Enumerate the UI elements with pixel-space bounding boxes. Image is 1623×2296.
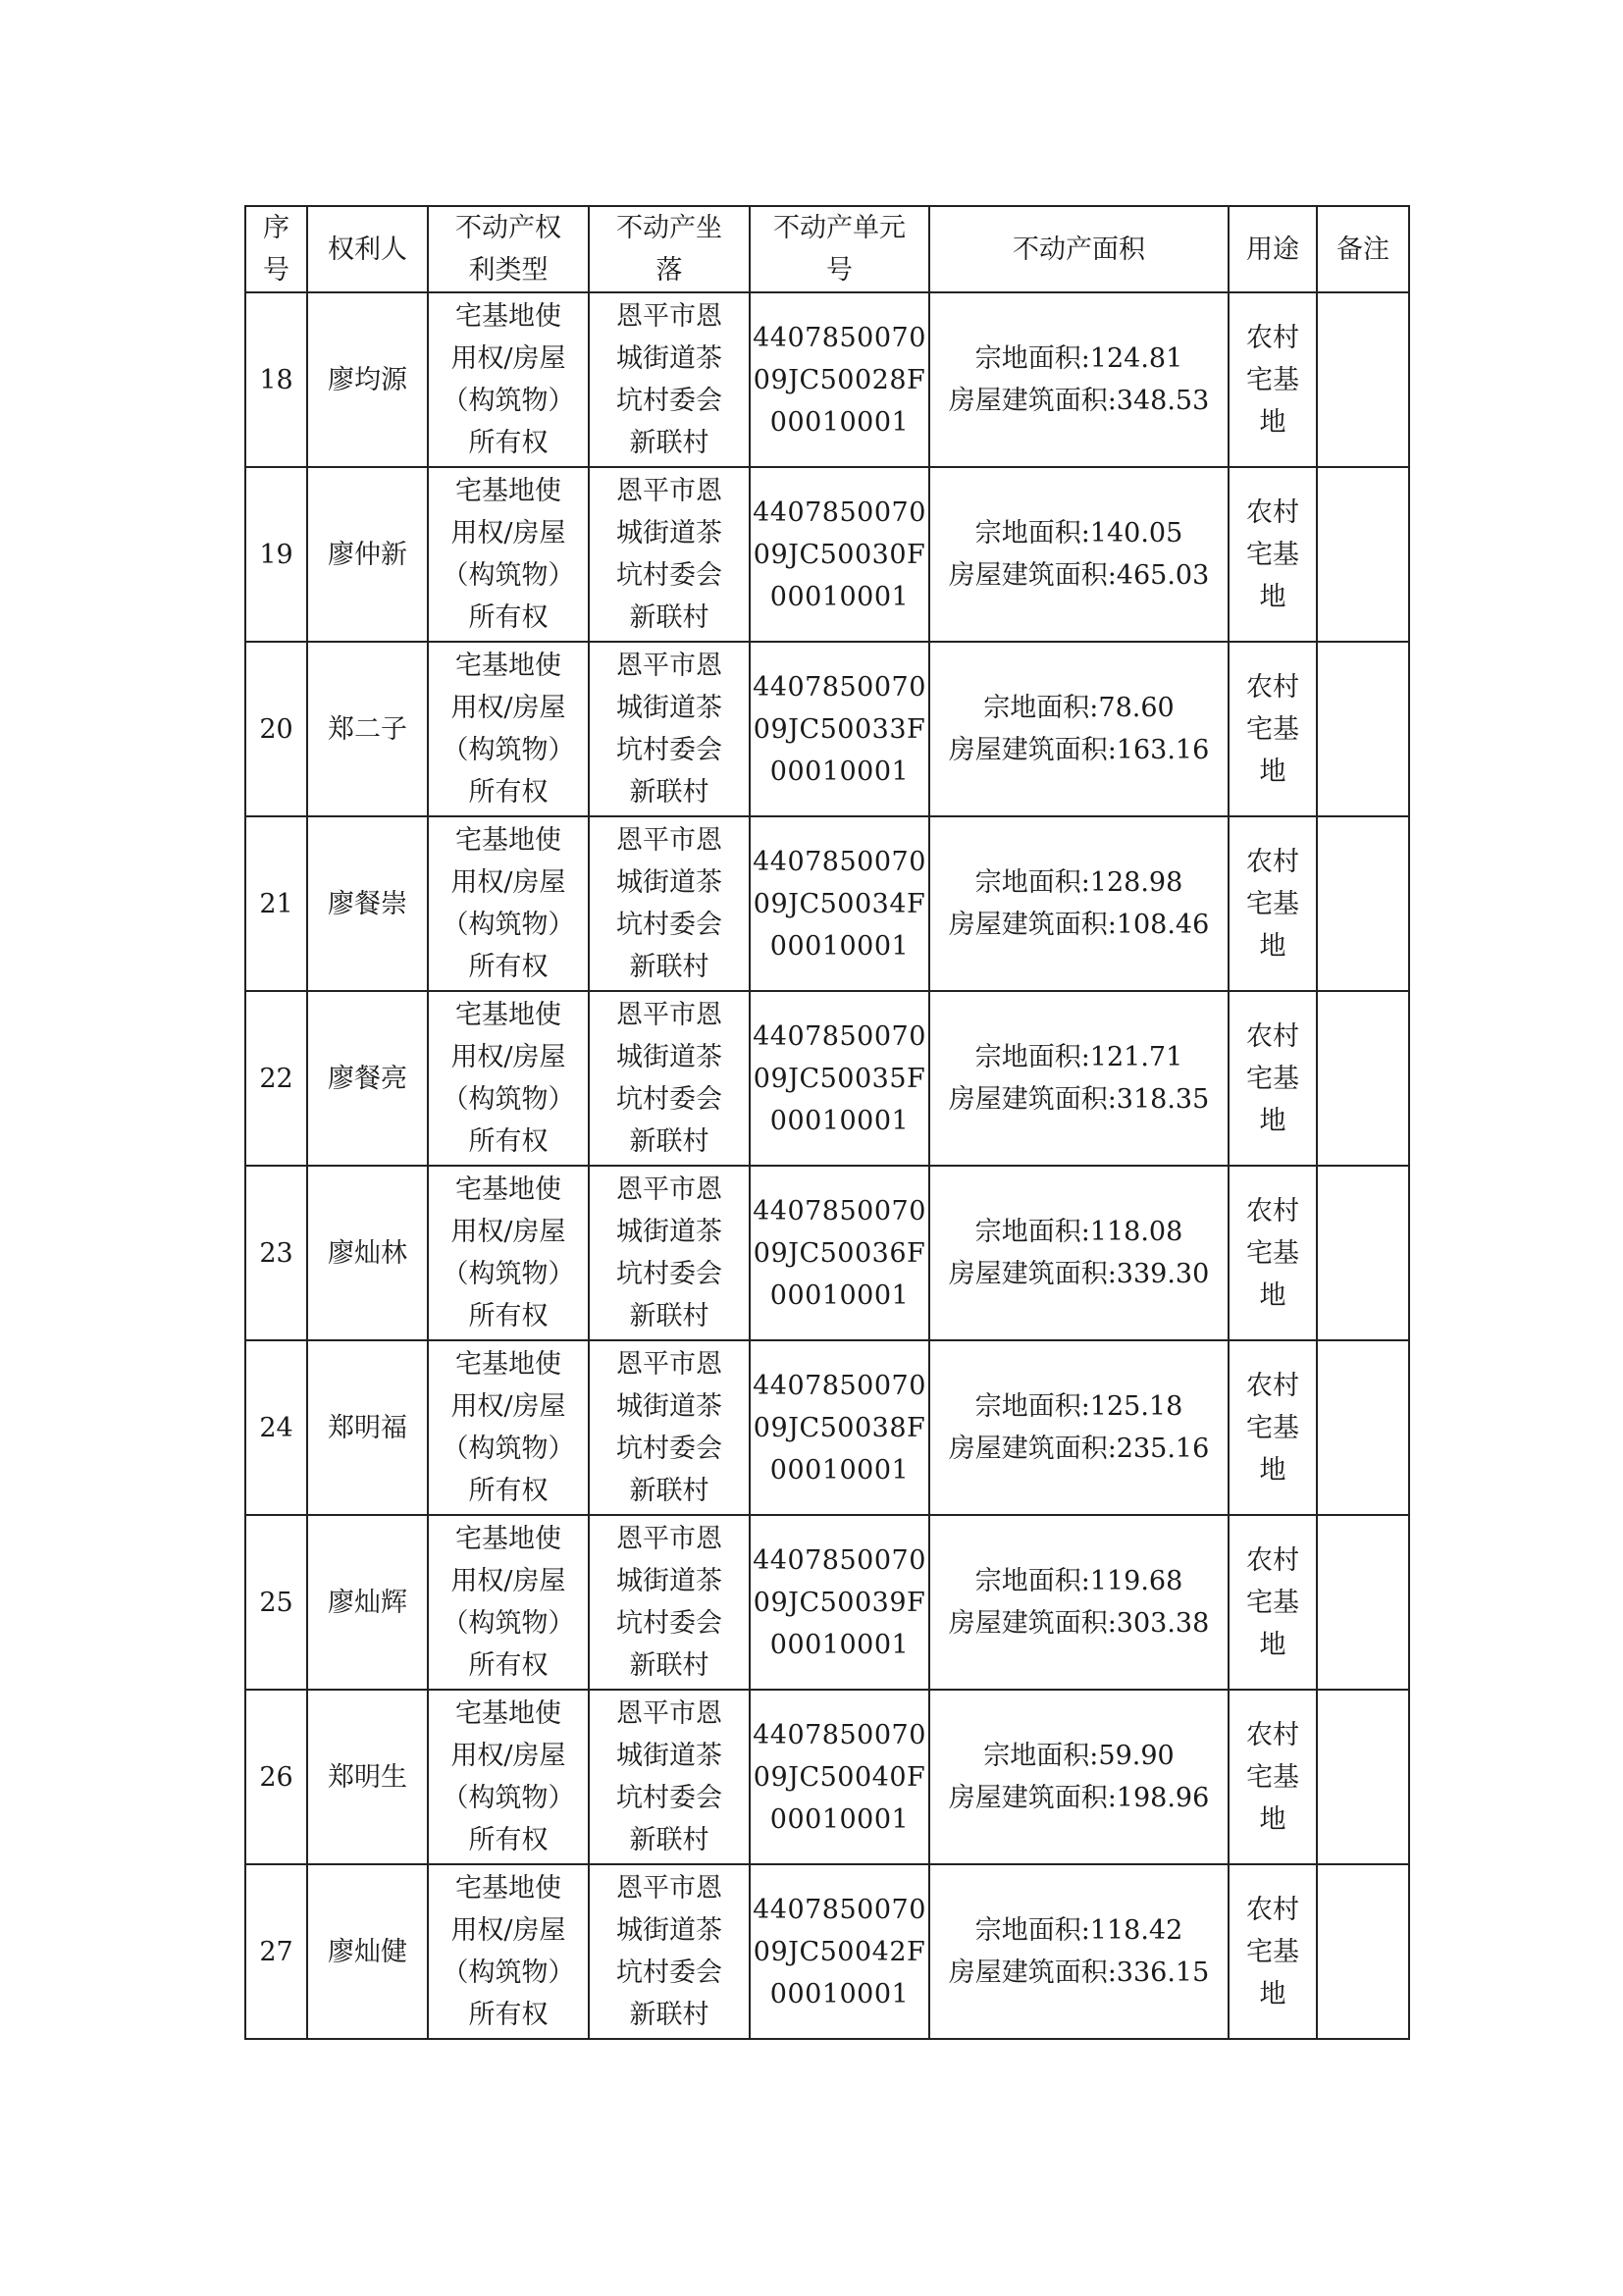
cell-area: 宗地面积:140.05 房屋建筑面积:465.03 [929,467,1229,642]
cell-right-type: 宅基地使 用权/房屋 （构筑物） 所有权 [428,1340,589,1515]
table-row [245,1515,1409,1690]
cell-area: 宗地面积:78.60 房屋建筑面积:163.16 [929,642,1229,816]
cell-note [1317,1864,1409,2039]
cell-unit-number: 4407850070 09JC50034F 00010001 [750,816,929,991]
table-row [245,1166,1409,1340]
cell-note [1317,816,1409,991]
table-row [245,642,1409,816]
cell-location: 恩平市恩 城街道茶 坑村委会 新联村 [589,1515,750,1690]
table-row [245,1690,1409,1864]
cell-index: 25 [245,1515,307,1690]
header-cell-usage: 用途 [1229,206,1317,292]
header-cell-area: 不动产面积 [929,206,1229,292]
cell-location: 恩平市恩 城街道茶 坑村委会 新联村 [589,991,750,1166]
cell-unit-number: 4407850070 09JC50042F 00010001 [750,1864,929,2039]
cell-usage: 农村 宅基 地 [1229,467,1317,642]
cell-usage: 农村 宅基 地 [1229,292,1317,467]
cell-owner: 廖仲新 [307,467,428,642]
cell-area: 宗地面积:125.18 房屋建筑面积:235.16 [929,1340,1229,1515]
cell-note [1317,642,1409,816]
cell-area: 宗地面积:128.98 房屋建筑面积:108.46 [929,816,1229,991]
header-cell-owner: 权利人 [307,206,428,292]
cell-location: 恩平市恩 城街道茶 坑村委会 新联村 [589,292,750,467]
cell-owner: 郑明生 [307,1690,428,1864]
cell-unit-number: 4407850070 09JC50028F 00010001 [750,292,929,467]
cell-area: 宗地面积:124.81 房屋建筑面积:348.53 [929,292,1229,467]
table-row [245,816,1409,991]
cell-unit-number: 4407850070 09JC50040F 00010001 [750,1690,929,1864]
table-row [245,991,1409,1166]
cell-note [1317,292,1409,467]
cell-right-type: 宅基地使 用权/房屋 （构筑物） 所有权 [428,991,589,1166]
cell-usage: 农村 宅基 地 [1229,816,1317,991]
cell-note [1317,467,1409,642]
cell-index: 23 [245,1166,307,1340]
cell-owner: 郑明福 [307,1340,428,1515]
cell-area: 宗地面积:59.90 房屋建筑面积:198.96 [929,1690,1229,1864]
cell-owner: 廖餐亮 [307,991,428,1166]
cell-unit-number: 4407850070 09JC50039F 00010001 [750,1515,929,1690]
header-cell-unit-number: 不动产单元 号 [750,206,929,292]
cell-owner: 郑二子 [307,642,428,816]
cell-area: 宗地面积:119.68 房屋建筑面积:303.38 [929,1515,1229,1690]
cell-usage: 农村 宅基 地 [1229,1166,1317,1340]
cell-index: 22 [245,991,307,1166]
cell-location: 恩平市恩 城街道茶 坑村委会 新联村 [589,1340,750,1515]
cell-note [1317,1340,1409,1515]
table-row [245,1864,1409,2039]
cell-right-type: 宅基地使 用权/房屋 （构筑物） 所有权 [428,1690,589,1864]
cell-location: 恩平市恩 城街道茶 坑村委会 新联村 [589,816,750,991]
header-cell-location: 不动产坐 落 [589,206,750,292]
table-row [245,292,1409,467]
cell-location: 恩平市恩 城街道茶 坑村委会 新联村 [589,1690,750,1864]
cell-index: 21 [245,816,307,991]
cell-index: 27 [245,1864,307,2039]
cell-usage: 农村 宅基 地 [1229,1690,1317,1864]
cell-unit-number: 4407850070 09JC50038F 00010001 [750,1340,929,1515]
cell-owner: 廖灿健 [307,1864,428,2039]
header-cell-right-type: 不动产权 利类型 [428,206,589,292]
cell-right-type: 宅基地使 用权/房屋 （构筑物） 所有权 [428,292,589,467]
cell-unit-number: 4407850070 09JC50033F 00010001 [750,642,929,816]
table-header [245,206,1409,292]
cell-index: 26 [245,1690,307,1864]
cell-note [1317,1690,1409,1864]
table-body [245,292,1409,2039]
table-row [245,1340,1409,1515]
cell-area: 宗地面积:121.71 房屋建筑面积:318.35 [929,991,1229,1166]
cell-usage: 农村 宅基 地 [1229,991,1317,1166]
cell-owner: 廖灿林 [307,1166,428,1340]
cell-right-type: 宅基地使 用权/房屋 （构筑物） 所有权 [428,467,589,642]
cell-location: 恩平市恩 城街道茶 坑村委会 新联村 [589,1864,750,2039]
cell-unit-number: 4407850070 09JC50030F 00010001 [750,467,929,642]
cell-index: 24 [245,1340,307,1515]
header-cell-note: 备注 [1317,206,1409,292]
cell-location: 恩平市恩 城街道茶 坑村委会 新联村 [589,1166,750,1340]
cell-index: 19 [245,467,307,642]
cell-owner: 廖餐崇 [307,816,428,991]
cell-note [1317,991,1409,1166]
cell-owner: 廖灿辉 [307,1515,428,1690]
cell-area: 宗地面积:118.08 房屋建筑面积:339.30 [929,1166,1229,1340]
cell-index: 18 [245,292,307,467]
cell-note [1317,1166,1409,1340]
cell-right-type: 宅基地使 用权/房屋 （构筑物） 所有权 [428,1864,589,2039]
cell-right-type: 宅基地使 用权/房屋 （构筑物） 所有权 [428,642,589,816]
cell-usage: 农村 宅基 地 [1229,1340,1317,1515]
cell-note [1317,1515,1409,1690]
cell-usage: 农村 宅基 地 [1229,1864,1317,2039]
cell-right-type: 宅基地使 用权/房屋 （构筑物） 所有权 [428,1515,589,1690]
cell-usage: 农村 宅基 地 [1229,1515,1317,1690]
cell-index: 20 [245,642,307,816]
header-cell-index: 序 号 [245,206,307,292]
cell-area: 宗地面积:118.42 房屋建筑面积:336.15 [929,1864,1229,2039]
cell-right-type: 宅基地使 用权/房屋 （构筑物） 所有权 [428,816,589,991]
cell-usage: 农村 宅基 地 [1229,642,1317,816]
cell-right-type: 宅基地使 用权/房屋 （构筑物） 所有权 [428,1166,589,1340]
cell-location: 恩平市恩 城街道茶 坑村委会 新联村 [589,642,750,816]
property-registry-table [244,205,1410,2040]
cell-location: 恩平市恩 城街道茶 坑村委会 新联村 [589,467,750,642]
cell-unit-number: 4407850070 09JC50035F 00010001 [750,991,929,1166]
cell-unit-number: 4407850070 09JC50036F 00010001 [750,1166,929,1340]
header-row [245,206,1409,292]
cell-owner: 廖均源 [307,292,428,467]
table-row [245,467,1409,642]
